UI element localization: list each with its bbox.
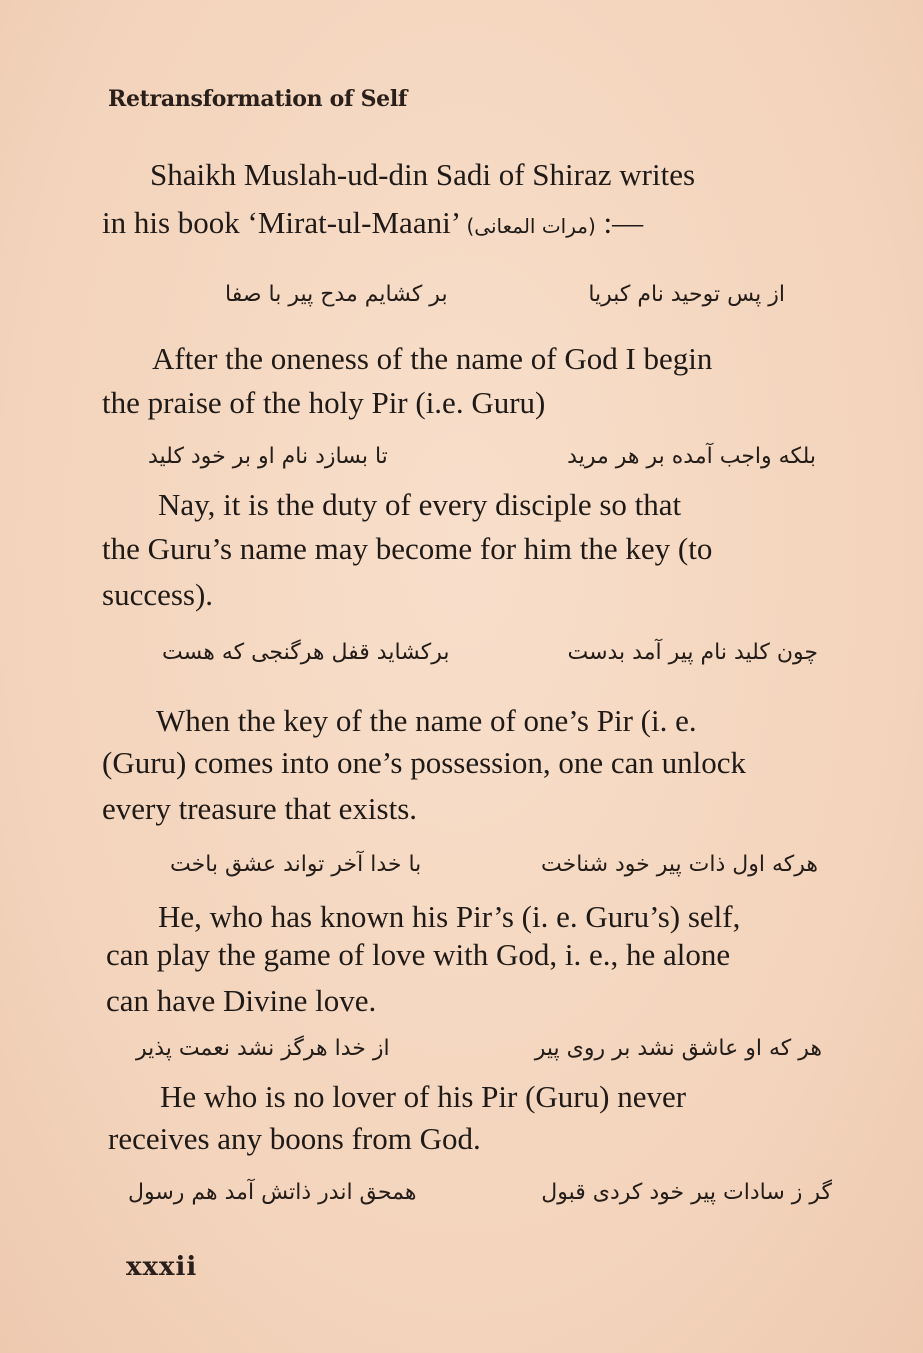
verse-2-second-hemistich: تا بسازد نام او بر خود کلید: [148, 444, 388, 469]
translation-5-cont: [108, 1116, 481, 1162]
translation-2-cont: [102, 526, 712, 618]
translation-4-line-2: can play the game of love with God, i. e., he alone: [106, 937, 731, 972]
verse-5-first-hemistich: هر که او عاشق نشد بر روی پیر: [534, 1036, 822, 1061]
translation-5-line-2: receives any boons from God.: [108, 1121, 481, 1156]
verse-5-second-hemistich: از خدا هرگز نشد نعمت پذیر: [136, 1036, 390, 1061]
running-head: Retransformation of Self: [108, 86, 408, 112]
translation-4-cont: [106, 932, 730, 1024]
translation-2-line-1: Nay, it is the duty of every disciple so that: [158, 487, 682, 522]
translation-3-line-1: When the key of the name of one’s Pir (i. e.: [156, 703, 697, 738]
translation-2-line-3: success).: [102, 577, 214, 612]
translation-4-line-1: He, who has known his Pir’s (i. e. Guru’s) self,: [158, 899, 741, 934]
intro-paragraph-line-2: [102, 200, 782, 249]
translation-3-line-2: (Guru) comes into one’s possession, one can unlock: [102, 745, 746, 780]
translation-2-line-2: the Guru’s name may become for him the key (to: [102, 531, 713, 566]
translation-2: [158, 482, 681, 528]
verse-3-first-hemistich: چون کلید نام پیر آمد بدست: [567, 640, 818, 665]
translation-3-line-3: every treasure that exists.: [102, 791, 418, 826]
intro-line-1: Shaikh Muslah-ud-din Sadi of Shiraz writes: [150, 157, 696, 192]
translation-3: [156, 698, 697, 744]
intro-line-2-dash: :—: [603, 205, 644, 240]
translation-1-line-2: the praise of the holy Pir (i.e. Guru): [102, 385, 546, 420]
verse-1-second-hemistich: بر کشایم مدح پیر با صفا: [225, 282, 448, 307]
verse-4-second-hemistich: با خدا آخر تواند عشق باخت: [170, 852, 422, 877]
persian-verse-3: [162, 640, 818, 665]
book-title-persian: (مرات المعانی): [466, 214, 596, 238]
persian-verse-5: [136, 1036, 822, 1061]
persian-verse-2: [148, 444, 816, 469]
verse-3-second-hemistich: برکشاید قفل هرگنجی که هست: [162, 640, 450, 665]
verse-6-first-hemistich: گر ز سادات پیر خود کردی قبول: [541, 1180, 832, 1205]
persian-verse-6: [128, 1180, 832, 1205]
persian-verse-1: [225, 282, 785, 307]
translation-3-cont: [102, 740, 746, 832]
intro-paragraph: [150, 152, 868, 198]
translation-1-cont: [102, 380, 545, 426]
verse-6-second-hemistich: همحق اندر ذاتش آمد هم رسول: [128, 1180, 417, 1205]
translation-5: [160, 1074, 686, 1120]
translation-1-line-1: After the oneness of the name of God I begin: [152, 341, 713, 376]
translation-5-line-1: He who is no lover of his Pir (Guru) never: [160, 1079, 687, 1114]
verse-2-first-hemistich: بلکه واجب آمده بر هر مرید: [567, 444, 816, 469]
verse-4-first-hemistich: هرکه اول ذات پیر خود شناخت: [541, 852, 818, 877]
translation-4-line-3: can have Divine love.: [106, 983, 377, 1018]
verse-1-first-hemistich: از پس توحید نام کبریا: [588, 282, 785, 307]
page-number: xxxii: [126, 1252, 198, 1282]
intro-line-2-text: in his book ‘Mirat-ul-Maani’: [102, 205, 459, 240]
translation-1: [152, 336, 712, 382]
persian-verse-4: [170, 852, 818, 877]
